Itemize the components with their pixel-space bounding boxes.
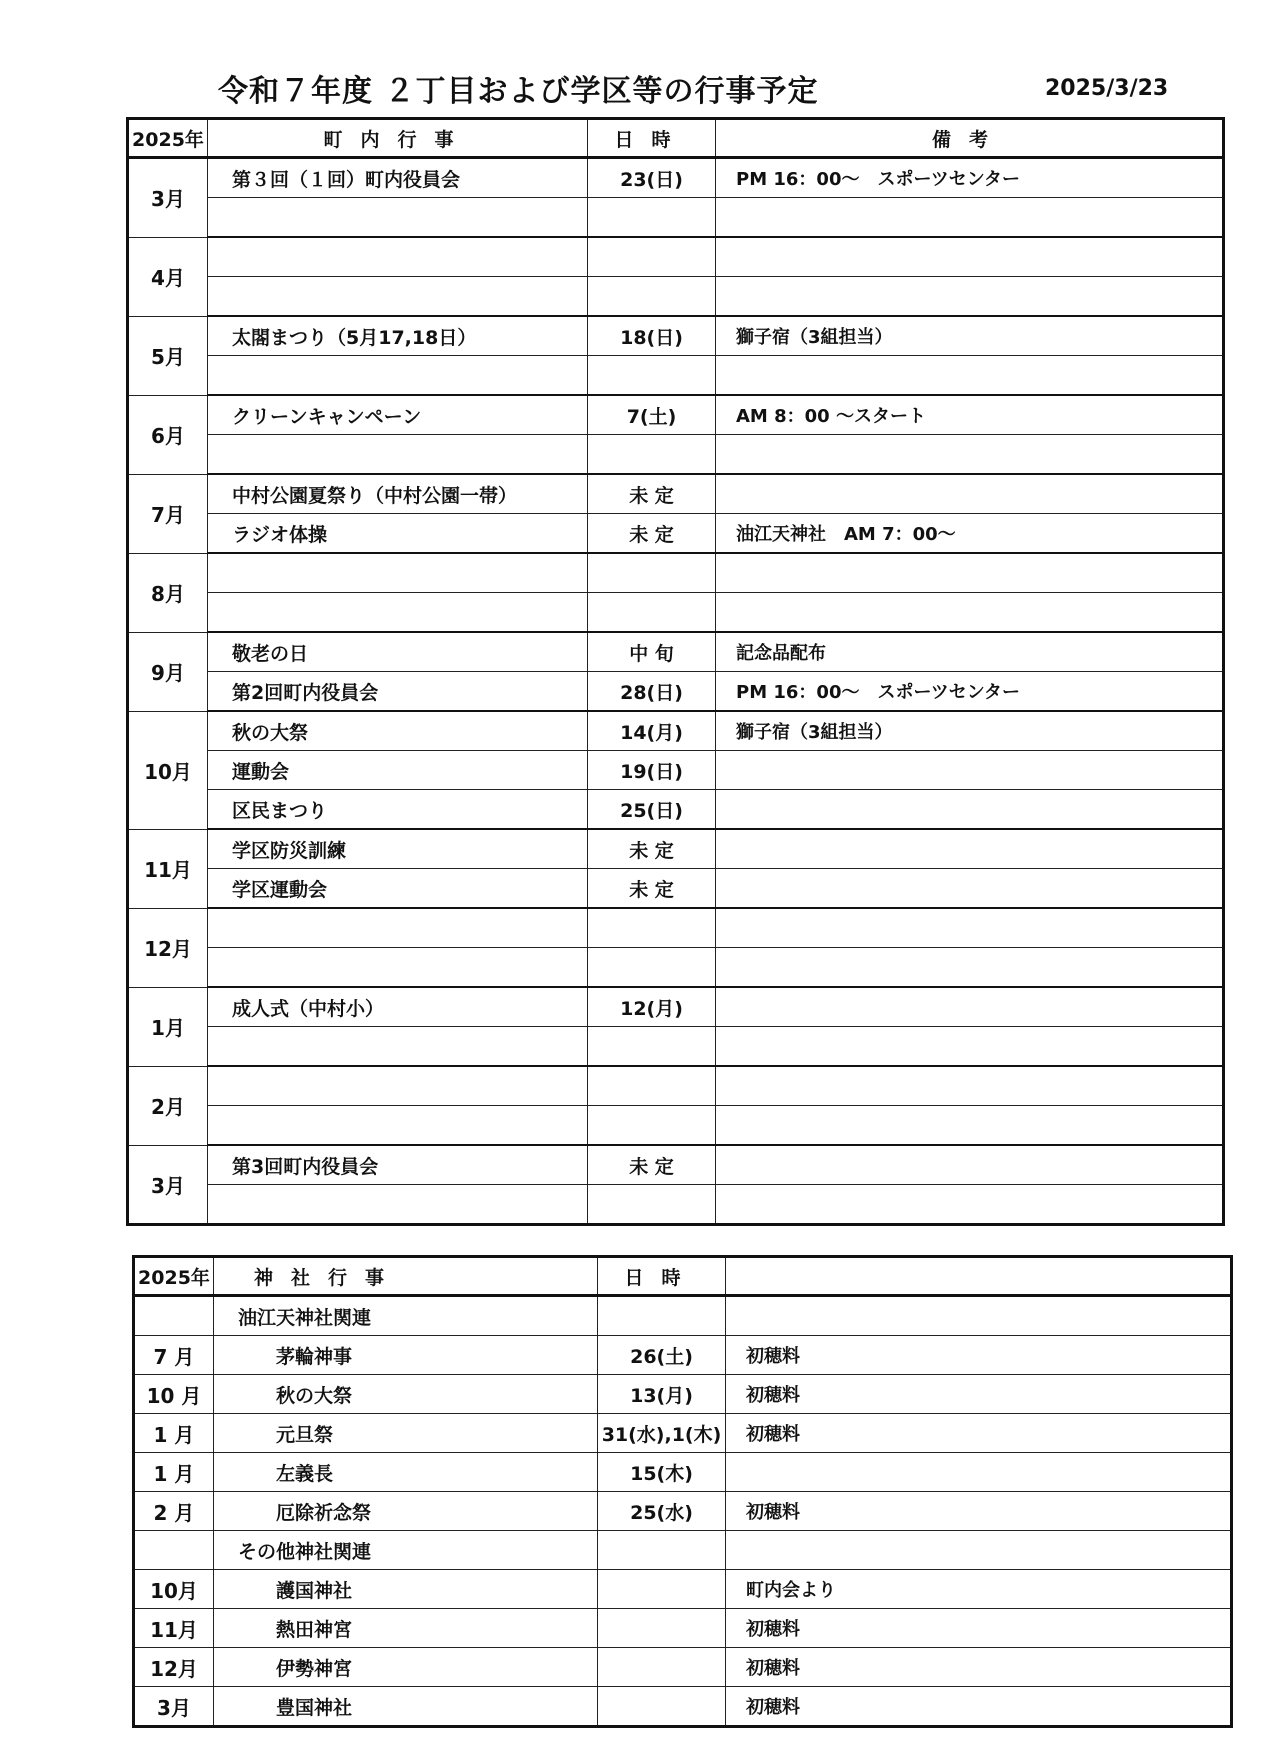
date-cell: 25(水)	[598, 1492, 726, 1531]
table-row	[134, 1336, 1232, 1375]
date-cell: 15(木)	[598, 1453, 726, 1492]
date-cell	[588, 1066, 716, 1106]
table-row	[128, 1106, 1224, 1146]
date-cell	[588, 1027, 716, 1067]
month-cell: 4月	[128, 237, 208, 316]
event-cell: 区民まつり	[208, 790, 588, 830]
table-row	[134, 1609, 1232, 1648]
table-row	[128, 829, 1224, 869]
table-row	[128, 632, 1224, 672]
table-row	[134, 1453, 1232, 1492]
month-cell: 3月	[128, 158, 208, 238]
month-cell: 10月	[134, 1570, 214, 1609]
note-cell	[716, 435, 1224, 475]
event-cell: 秋の大祭	[208, 711, 588, 751]
date-cell	[588, 1185, 716, 1225]
date-cell: 未 定	[588, 829, 716, 869]
event-cell: 学区防災訓練	[208, 829, 588, 869]
table-row	[128, 435, 1224, 475]
table-row	[134, 1414, 1232, 1453]
event-cell: クリーンキャンペーン	[208, 395, 588, 435]
shrine-year-header: 2025年	[134, 1257, 214, 1296]
event-cell: 太閤まつり（5月17,18日）	[208, 316, 588, 356]
note-cell: 記念品配布	[716, 632, 1224, 672]
event-cell: 運動会	[208, 751, 588, 790]
month-cell: 11月	[134, 1609, 214, 1648]
event-cell: 秋の大祭	[214, 1375, 598, 1414]
event-cell: 護国神社	[214, 1570, 598, 1609]
table-row	[128, 908, 1224, 948]
event-cell	[208, 948, 588, 988]
event-cell: 元旦祭	[214, 1414, 598, 1453]
date-cell	[598, 1648, 726, 1687]
table-row	[128, 790, 1224, 830]
date-cell: 13(月)	[598, 1375, 726, 1414]
date-cell	[598, 1687, 726, 1727]
date-cell: 7(土)	[588, 395, 716, 435]
table-row	[128, 198, 1224, 238]
date-cell	[588, 198, 716, 238]
event-cell: 伊勢神宮	[214, 1648, 598, 1687]
date-cell: 未 定	[588, 474, 716, 514]
date-cell: 14(月)	[588, 711, 716, 751]
note-cell	[726, 1531, 1232, 1570]
month-cell: 1 月	[134, 1414, 214, 1453]
table-row	[128, 158, 1224, 198]
note-cell: 初穂料	[726, 1336, 1232, 1375]
event-cell	[208, 908, 588, 948]
table-row	[128, 277, 1224, 317]
event-cell: 成人式（中村小）	[208, 987, 588, 1027]
month-cell: 10月	[128, 711, 208, 829]
note-cell: 獅子宿（3組担当）	[716, 316, 1224, 356]
table-row	[128, 1027, 1224, 1067]
table-row	[134, 1492, 1232, 1531]
note-cell	[716, 593, 1224, 633]
date-cell	[588, 593, 716, 633]
year-header: 2025年	[128, 119, 208, 158]
event-cell: 第2回町内役員会	[208, 672, 588, 712]
date-cell: 18(日)	[588, 316, 716, 356]
shrine-events-table	[132, 1255, 1233, 1728]
date-cell	[588, 553, 716, 593]
note-cell	[716, 1027, 1224, 1067]
note-cell	[716, 198, 1224, 238]
note-cell	[716, 908, 1224, 948]
note-cell	[716, 277, 1224, 317]
table-row	[128, 237, 1224, 277]
date-cell	[588, 1106, 716, 1146]
month-cell: 11月	[128, 829, 208, 908]
table-row	[134, 1570, 1232, 1609]
date-cell: 23(日)	[588, 158, 716, 198]
date-cell: 25(日)	[588, 790, 716, 830]
note-cell	[716, 356, 1224, 396]
event-cell	[208, 1106, 588, 1146]
date-cell	[598, 1531, 726, 1570]
month-cell	[134, 1296, 214, 1336]
note-cell	[716, 869, 1224, 909]
events-header: 町内行事	[208, 119, 588, 158]
table-row	[128, 1185, 1224, 1225]
table-row	[134, 1531, 1232, 1570]
month-cell: 6月	[128, 395, 208, 474]
event-cell: 第３回（１回）町内役員会	[208, 158, 588, 198]
event-cell	[208, 435, 588, 475]
table-row	[128, 751, 1224, 790]
event-cell: 豊国神社	[214, 1687, 598, 1727]
table-row	[128, 1145, 1224, 1185]
note-cell: PM 16：00～ スポーツセンター	[716, 672, 1224, 712]
note-cell	[716, 237, 1224, 277]
town-events-body	[128, 158, 1224, 1225]
note-cell: 油江天神社 AM 7：00～	[716, 514, 1224, 554]
month-cell: 2月	[128, 1066, 208, 1145]
table-row	[134, 1375, 1232, 1414]
month-cell: 7月	[128, 474, 208, 553]
month-cell: 7 月	[134, 1336, 214, 1375]
date-cell	[588, 435, 716, 475]
note-cell	[716, 1106, 1224, 1146]
note-cell: 初穂料	[726, 1648, 1232, 1687]
shrine-events-header: 神社行事	[214, 1257, 598, 1296]
month-cell: 12月	[134, 1648, 214, 1687]
table-row	[128, 395, 1224, 435]
month-cell: 5月	[128, 316, 208, 395]
event-cell: 茅輪神事	[214, 1336, 598, 1375]
note-cell	[716, 1066, 1224, 1106]
month-cell: 9月	[128, 632, 208, 711]
shrine-events-body	[134, 1296, 1232, 1727]
event-cell: 中村公園夏祭り（中村公園一帯）	[208, 474, 588, 514]
note-cell: 初穂料	[726, 1414, 1232, 1453]
table-row	[134, 1296, 1232, 1336]
shrine-events-header-row	[134, 1257, 1232, 1296]
note-cell: 獅子宿（3組担当）	[716, 711, 1224, 751]
month-cell: 3月	[134, 1687, 214, 1727]
note-cell: 町内会より	[726, 1570, 1232, 1609]
group-heading-cell: 油江天神社関連	[214, 1296, 598, 1336]
note-cell: AM 8：00 ～スタート	[716, 395, 1224, 435]
town-events-table	[126, 117, 1225, 1226]
note-cell	[716, 474, 1224, 514]
note-cell: 初穂料	[726, 1492, 1232, 1531]
event-cell: ラジオ体操	[208, 514, 588, 554]
event-cell: 左義長	[214, 1453, 598, 1492]
event-cell	[208, 553, 588, 593]
date-cell	[588, 948, 716, 988]
note-cell	[716, 1145, 1224, 1185]
table-row	[128, 593, 1224, 633]
event-cell	[208, 1027, 588, 1067]
month-cell: 8月	[128, 553, 208, 632]
note-cell	[716, 987, 1224, 1027]
date-cell: 19(日)	[588, 751, 716, 790]
table-row	[128, 1066, 1224, 1106]
event-cell: 熱田神宮	[214, 1609, 598, 1648]
table-row	[128, 948, 1224, 988]
event-cell	[208, 356, 588, 396]
note-cell	[716, 553, 1224, 593]
date-cell: 28(日)	[588, 672, 716, 712]
table-row	[128, 474, 1224, 514]
table-row	[128, 553, 1224, 593]
shrine-date-header: 日時	[598, 1257, 726, 1296]
table-row	[128, 356, 1224, 396]
document-date: 2025/3/23	[1045, 76, 1169, 101]
date-cell: 12(月)	[588, 987, 716, 1027]
table-row	[128, 514, 1224, 554]
event-cell	[208, 277, 588, 317]
date-cell	[598, 1296, 726, 1336]
date-cell	[598, 1609, 726, 1648]
date-cell	[588, 237, 716, 277]
town-events-header-row	[128, 119, 1224, 158]
shrine-notes-header	[726, 1257, 1232, 1296]
notes-header: 備考	[716, 119, 1224, 158]
note-cell	[716, 751, 1224, 790]
table-row	[128, 711, 1224, 751]
group-heading-cell: その他神社関連	[214, 1531, 598, 1570]
event-cell: 学区運動会	[208, 869, 588, 909]
month-cell: 1 月	[134, 1453, 214, 1492]
table-row	[128, 869, 1224, 909]
date-cell	[588, 908, 716, 948]
note-cell: 初穂料	[726, 1609, 1232, 1648]
month-cell: 3月	[128, 1145, 208, 1225]
note-cell	[716, 1185, 1224, 1225]
date-cell: 26(土)	[598, 1336, 726, 1375]
note-cell	[716, 790, 1224, 830]
table-row	[128, 316, 1224, 356]
note-cell	[726, 1296, 1232, 1336]
event-cell	[208, 593, 588, 633]
table-row	[128, 672, 1224, 712]
date-header: 日時	[588, 119, 716, 158]
note-cell	[716, 829, 1224, 869]
date-cell	[588, 356, 716, 396]
note-cell	[716, 948, 1224, 988]
date-cell	[588, 277, 716, 317]
date-cell: 中 旬	[588, 632, 716, 672]
date-cell: 未 定	[588, 869, 716, 909]
note-cell: PM 16：00～ スポーツセンター	[716, 158, 1224, 198]
month-cell: 2 月	[134, 1492, 214, 1531]
month-cell	[134, 1531, 214, 1570]
month-cell: 12月	[128, 908, 208, 987]
note-cell	[726, 1453, 1232, 1492]
event-cell: 厄除祈念祭	[214, 1492, 598, 1531]
table-row	[128, 987, 1224, 1027]
event-cell	[208, 1066, 588, 1106]
table-row	[134, 1648, 1232, 1687]
event-cell: 第3回町内役員会	[208, 1145, 588, 1185]
event-cell	[208, 198, 588, 238]
date-cell	[598, 1570, 726, 1609]
event-cell	[208, 237, 588, 277]
date-cell: 未 定	[588, 514, 716, 554]
date-cell: 31(水),1(木)	[598, 1414, 726, 1453]
date-cell: 未 定	[588, 1145, 716, 1185]
event-cell	[208, 1185, 588, 1225]
month-cell: 1月	[128, 987, 208, 1066]
event-cell: 敬老の日	[208, 632, 588, 672]
note-cell: 初穂料	[726, 1687, 1232, 1727]
note-cell: 初穂料	[726, 1375, 1232, 1414]
document-title: 令和７年度 ２丁目および学区等の行事予定	[218, 74, 819, 109]
table-row	[134, 1687, 1232, 1727]
month-cell: 10 月	[134, 1375, 214, 1414]
